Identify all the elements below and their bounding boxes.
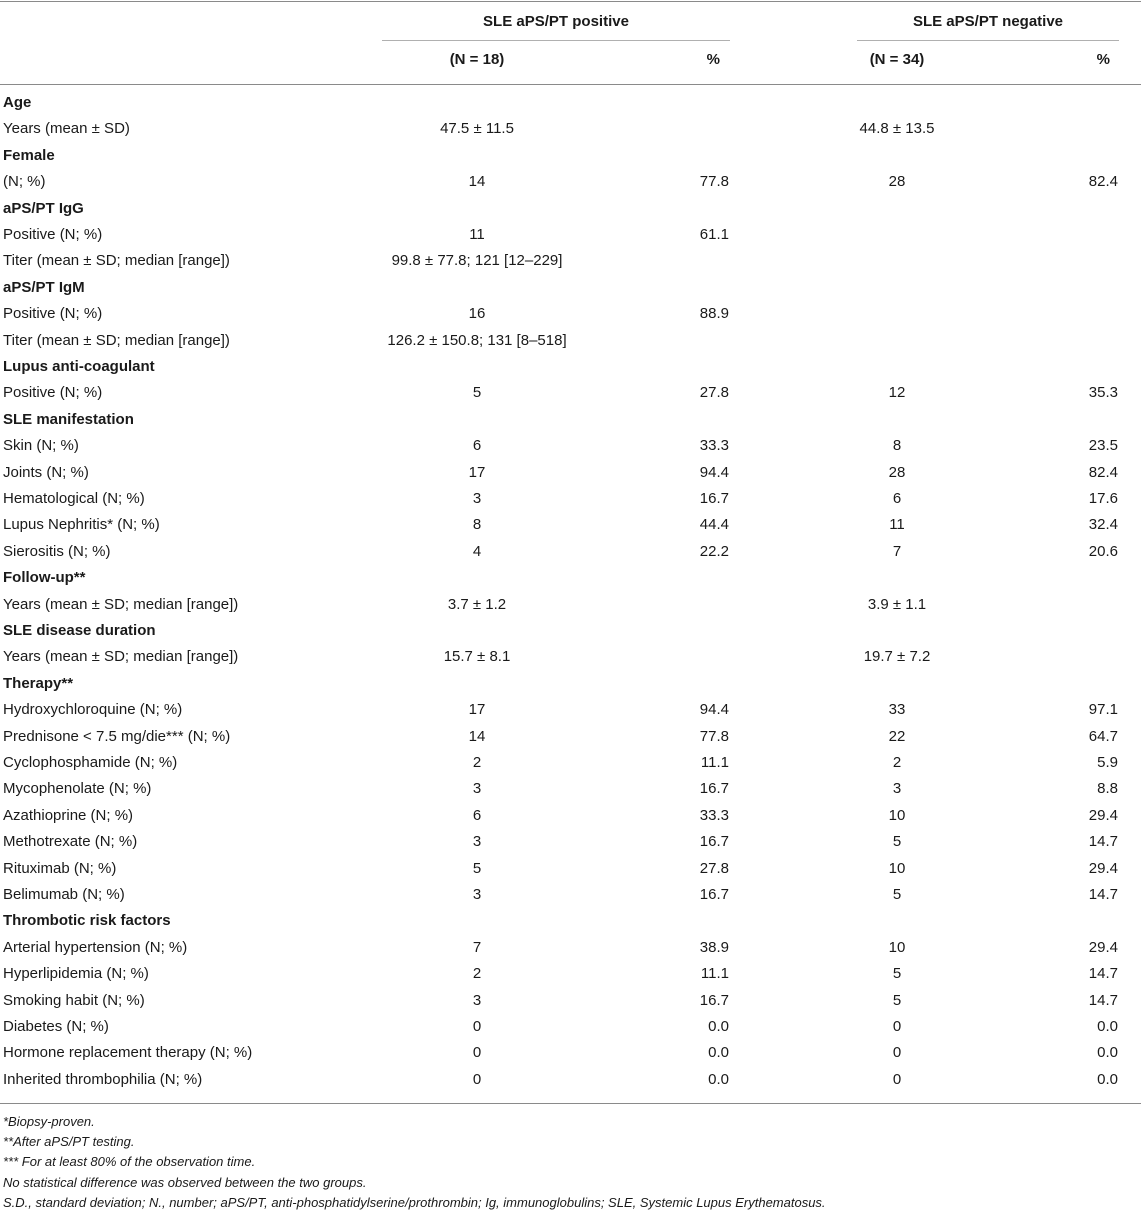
negative-pct-cell: 0.0 [1097, 1070, 1118, 1088]
bottom-rule [0, 1103, 1141, 1104]
header-negative-n: (N = 34) [869, 51, 925, 68]
section-label: Female [3, 146, 55, 164]
row-label: Hydroxychloroquine (N; %) [3, 701, 183, 719]
footnote: S.D., standard deviation; N., number; aPS/PT, anti-phosphatidylserine/prothrombin; Ig, immunoglobulins; SLE, Systemic Lupus Erythematosus. [3, 1194, 826, 1210]
positive-pct-cell: 27.8 [699, 384, 729, 402]
positive-n-cell: 99.8 ± 77.8; 121 [12–229] [391, 252, 563, 270]
negative-n-cell: 22 [888, 727, 906, 745]
negative-pct-cell: 14.7 [1088, 965, 1118, 983]
positive-n-cell: 2 [472, 754, 482, 771]
row-label: Rituximab (N; %) [3, 859, 117, 877]
negative-pct-cell: 20.6 [1088, 542, 1118, 560]
positive-pct-cell: 77.8 [699, 173, 729, 191]
row-label: Methotrexate (N; %) [3, 833, 138, 851]
row-label: Years (mean ± SD; median [range]) [3, 595, 239, 613]
row-label: Hormone replacement therapy (N; %) [3, 1044, 253, 1062]
row-label: Lupus Nephritis* (N; %) [3, 516, 160, 534]
table-row [0, 512, 1143, 538]
negative-pct-cell: 82.4 [1088, 173, 1118, 191]
section-header-row [0, 354, 1143, 380]
section-header-row [0, 196, 1143, 222]
section-label: Therapy** [3, 674, 74, 692]
section-header-row [0, 618, 1143, 644]
table-row [0, 1040, 1143, 1066]
footnote: *** For at least 80% of the observation time. [3, 1154, 256, 1170]
positive-n-cell: 14 [468, 727, 486, 745]
row-label: Belimumab (N; %) [3, 886, 125, 903]
positive-n-cell: 2 [472, 965, 482, 983]
table-row [0, 750, 1143, 776]
footnote: *Biopsy-proven. [3, 1114, 95, 1129]
table-row [0, 486, 1143, 512]
positive-pct-cell: 27.8 [699, 859, 729, 877]
positive-n-cell: 3 [472, 886, 482, 903]
positive-n-cell: 3 [472, 833, 482, 851]
group-positive-underline [382, 40, 730, 41]
positive-n-cell: 14 [468, 173, 486, 191]
footnote: No statistical difference was observed between the two groups. [3, 1174, 367, 1190]
positive-pct-cell: 33.3 [699, 806, 729, 824]
row-label: Smoking habit (N; %) [3, 991, 145, 1009]
positive-pct-cell: 94.4 [699, 701, 729, 719]
table-row [0, 592, 1143, 618]
table-row [0, 697, 1143, 723]
table-row [0, 644, 1143, 670]
positive-pct-cell: 16.7 [699, 780, 729, 798]
negative-n-cell: 0 [892, 1070, 902, 1088]
negative-pct-cell: 82.4 [1088, 463, 1118, 481]
negative-pct-cell: 29.4 [1088, 938, 1118, 956]
group-positive-title: SLE aPS/PT positive [483, 13, 629, 30]
negative-n-cell: 0 [892, 1018, 902, 1035]
negative-n-cell: 10 [888, 938, 906, 956]
row-label: Titer (mean ± SD; median [range]) [3, 252, 230, 270]
positive-n-cell: 5 [472, 859, 482, 877]
positive-pct-cell: 33.3 [699, 437, 729, 455]
group-negative-title: SLE aPS/PT negative [912, 13, 1064, 30]
negative-pct-cell: 32.4 [1088, 516, 1118, 534]
positive-n-cell: 11 [469, 226, 485, 243]
negative-pct-cell: 29.4 [1088, 859, 1118, 877]
row-label: Arterial hypertension (N; %) [3, 938, 188, 956]
negative-pct-cell: 14.7 [1088, 991, 1118, 1009]
header-rule [0, 84, 1141, 85]
negative-n-cell: 6 [892, 490, 902, 507]
negative-n-cell: 10 [888, 806, 906, 824]
negative-n-cell: 28 [888, 173, 906, 191]
row-label: Prednisone < 7.5 mg/die*** (N; %) [3, 727, 231, 745]
row-label: Mycophenolate (N; %) [3, 780, 152, 798]
table-row [0, 169, 1143, 195]
table-row [0, 433, 1143, 459]
table-row [0, 301, 1143, 327]
negative-n-cell: 5 [892, 965, 902, 983]
section-header-row [0, 908, 1143, 934]
table-row [0, 248, 1143, 274]
negative-n-cell: 2 [892, 754, 902, 771]
table-row [0, 988, 1143, 1014]
positive-pct-cell: 11.1 [700, 754, 729, 771]
negative-n-cell: 7 [892, 542, 902, 560]
group-negative-underline [857, 40, 1119, 41]
section-label: Age [3, 94, 32, 111]
row-label: Sierositis (N; %) [3, 542, 111, 560]
table-row [0, 539, 1143, 565]
row-label: Skin (N; %) [3, 437, 79, 455]
header-negative-pct: % [1096, 51, 1110, 68]
negative-n-cell: 12 [888, 384, 906, 402]
table-row [0, 1067, 1143, 1093]
positive-n-cell: 6 [472, 806, 482, 824]
section-label: Thrombotic risk factors [3, 912, 171, 930]
negative-pct-cell: 64.7 [1088, 727, 1118, 745]
positive-pct-cell: 0.0 [708, 1070, 729, 1088]
positive-pct-cell: 88.9 [699, 305, 729, 323]
positive-pct-cell: 77.8 [699, 727, 729, 745]
row-label: Positive (N; %) [3, 384, 103, 402]
section-label: SLE manifestation [3, 410, 134, 428]
negative-pct-cell: 23.5 [1088, 437, 1118, 455]
negative-n-cell: 19.7 ± 7.2 [863, 648, 931, 666]
header-positive-n: (N = 18) [449, 51, 505, 68]
section-label: Lupus anti-coagulant [3, 358, 155, 375]
negative-n-cell: 5 [892, 833, 902, 851]
row-label: Positive (N; %) [3, 305, 103, 323]
positive-pct-cell: 0.0 [708, 1018, 729, 1035]
positive-n-cell: 17 [468, 701, 486, 719]
header-positive-pct: % [706, 51, 720, 68]
section-label: SLE disease duration [3, 622, 156, 639]
positive-n-cell: 3 [472, 780, 482, 798]
negative-pct-cell: 14.7 [1088, 833, 1118, 851]
table-row [0, 829, 1143, 855]
row-label: Positive (N; %) [3, 226, 103, 243]
negative-pct-cell: 14.7 [1088, 886, 1118, 903]
negative-pct-cell: 0.0 [1097, 1018, 1118, 1035]
section-header-row [0, 671, 1143, 697]
row-label: Diabetes (N; %) [3, 1018, 109, 1035]
positive-pct-cell: 38.9 [699, 938, 729, 956]
top-rule [0, 1, 1141, 2]
positive-n-cell: 16 [468, 305, 486, 323]
negative-pct-cell: 35.3 [1088, 384, 1118, 402]
positive-pct-cell: 16.7 [699, 490, 729, 507]
negative-n-cell: 5 [892, 991, 902, 1009]
footnote: **After aPS/PT testing. [3, 1134, 135, 1150]
table-row [0, 776, 1143, 802]
table-row [0, 380, 1143, 406]
positive-pct-cell: 22.2 [699, 542, 729, 560]
table-row [0, 803, 1143, 829]
table-row [0, 222, 1143, 248]
negative-n-cell: 44.8 ± 13.5 [859, 120, 935, 138]
positive-n-cell: 17 [468, 463, 486, 481]
negative-n-cell: 11 [889, 516, 905, 534]
negative-n-cell: 3.9 ± 1.1 [867, 595, 927, 613]
negative-n-cell: 33 [888, 701, 906, 719]
negative-pct-cell: 8.8 [1097, 780, 1118, 798]
positive-pct-cell: 11.1 [700, 965, 729, 983]
negative-n-cell: 3 [892, 780, 902, 798]
positive-n-cell: 126.2 ± 150.8; 131 [8–518] [387, 331, 567, 349]
positive-n-cell: 3 [472, 991, 482, 1009]
positive-n-cell: 0 [472, 1018, 482, 1035]
negative-pct-cell: 17.6 [1088, 490, 1118, 507]
section-header-row [0, 90, 1143, 116]
positive-pct-cell: 44.4 [699, 516, 729, 534]
positive-n-cell: 4 [472, 542, 482, 560]
section-header-row [0, 565, 1143, 591]
section-label: aPS/PT IgM [3, 278, 85, 296]
table-row [0, 961, 1143, 987]
table-row [0, 856, 1143, 882]
row-label: Azathioprine (N; %) [3, 806, 134, 824]
positive-n-cell: 15.7 ± 8.1 [443, 648, 511, 666]
section-header-row [0, 275, 1143, 301]
row-label: Titer (mean ± SD; median [range]) [3, 331, 230, 349]
footnotes [3, 1112, 826, 1213]
negative-n-cell: 0 [892, 1044, 902, 1062]
table-row [0, 882, 1143, 908]
positive-n-cell: 0 [472, 1070, 482, 1088]
table-row [0, 328, 1143, 354]
table-row [0, 935, 1143, 961]
positive-pct-cell: 94.4 [699, 463, 729, 481]
row-label: (N; %) [3, 173, 46, 191]
positive-pct-cell: 0.0 [708, 1044, 729, 1062]
table-row [0, 724, 1143, 750]
table-row [0, 460, 1143, 486]
negative-n-cell: 8 [892, 437, 902, 455]
negative-pct-cell: 97.1 [1088, 701, 1118, 719]
row-label: Years (mean ± SD; median [range]) [3, 648, 239, 666]
row-label: Inherited thrombophilia (N; %) [3, 1070, 203, 1088]
table-row [0, 1014, 1143, 1040]
positive-pct-cell: 16.7 [699, 991, 729, 1009]
negative-pct-cell: 0.0 [1097, 1044, 1118, 1062]
row-label: Joints (N; %) [3, 463, 89, 481]
section-label: aPS/PT IgG [3, 199, 84, 217]
section-header-row [0, 143, 1143, 169]
negative-n-cell: 5 [892, 886, 902, 903]
positive-n-cell: 47.5 ± 11.5 [440, 120, 514, 138]
positive-pct-cell: 16.7 [699, 886, 729, 903]
row-label: Hyperlipidemia (N; %) [3, 965, 149, 983]
positive-n-cell: 0 [472, 1044, 482, 1062]
row-label: Hematological (N; %) [3, 490, 145, 507]
positive-n-cell: 3.7 ± 1.2 [447, 595, 507, 613]
row-label: Years (mean ± SD) [3, 120, 130, 138]
positive-n-cell: 7 [472, 938, 482, 956]
positive-pct-cell: 61.1 [699, 226, 729, 243]
row-label: Cyclophosphamide (N; %) [3, 754, 178, 771]
section-label: Follow-up** [3, 569, 86, 587]
section-header-row [0, 407, 1143, 433]
positive-n-cell: 5 [472, 384, 482, 402]
positive-pct-cell: 16.7 [699, 833, 729, 851]
positive-n-cell: 8 [472, 516, 482, 534]
positive-n-cell: 3 [472, 490, 482, 507]
table-row [0, 116, 1143, 142]
negative-pct-cell: 29.4 [1088, 806, 1118, 824]
positive-n-cell: 6 [472, 437, 482, 455]
negative-n-cell: 10 [888, 859, 906, 877]
negative-n-cell: 28 [888, 463, 906, 481]
negative-pct-cell: 5.9 [1097, 754, 1118, 771]
